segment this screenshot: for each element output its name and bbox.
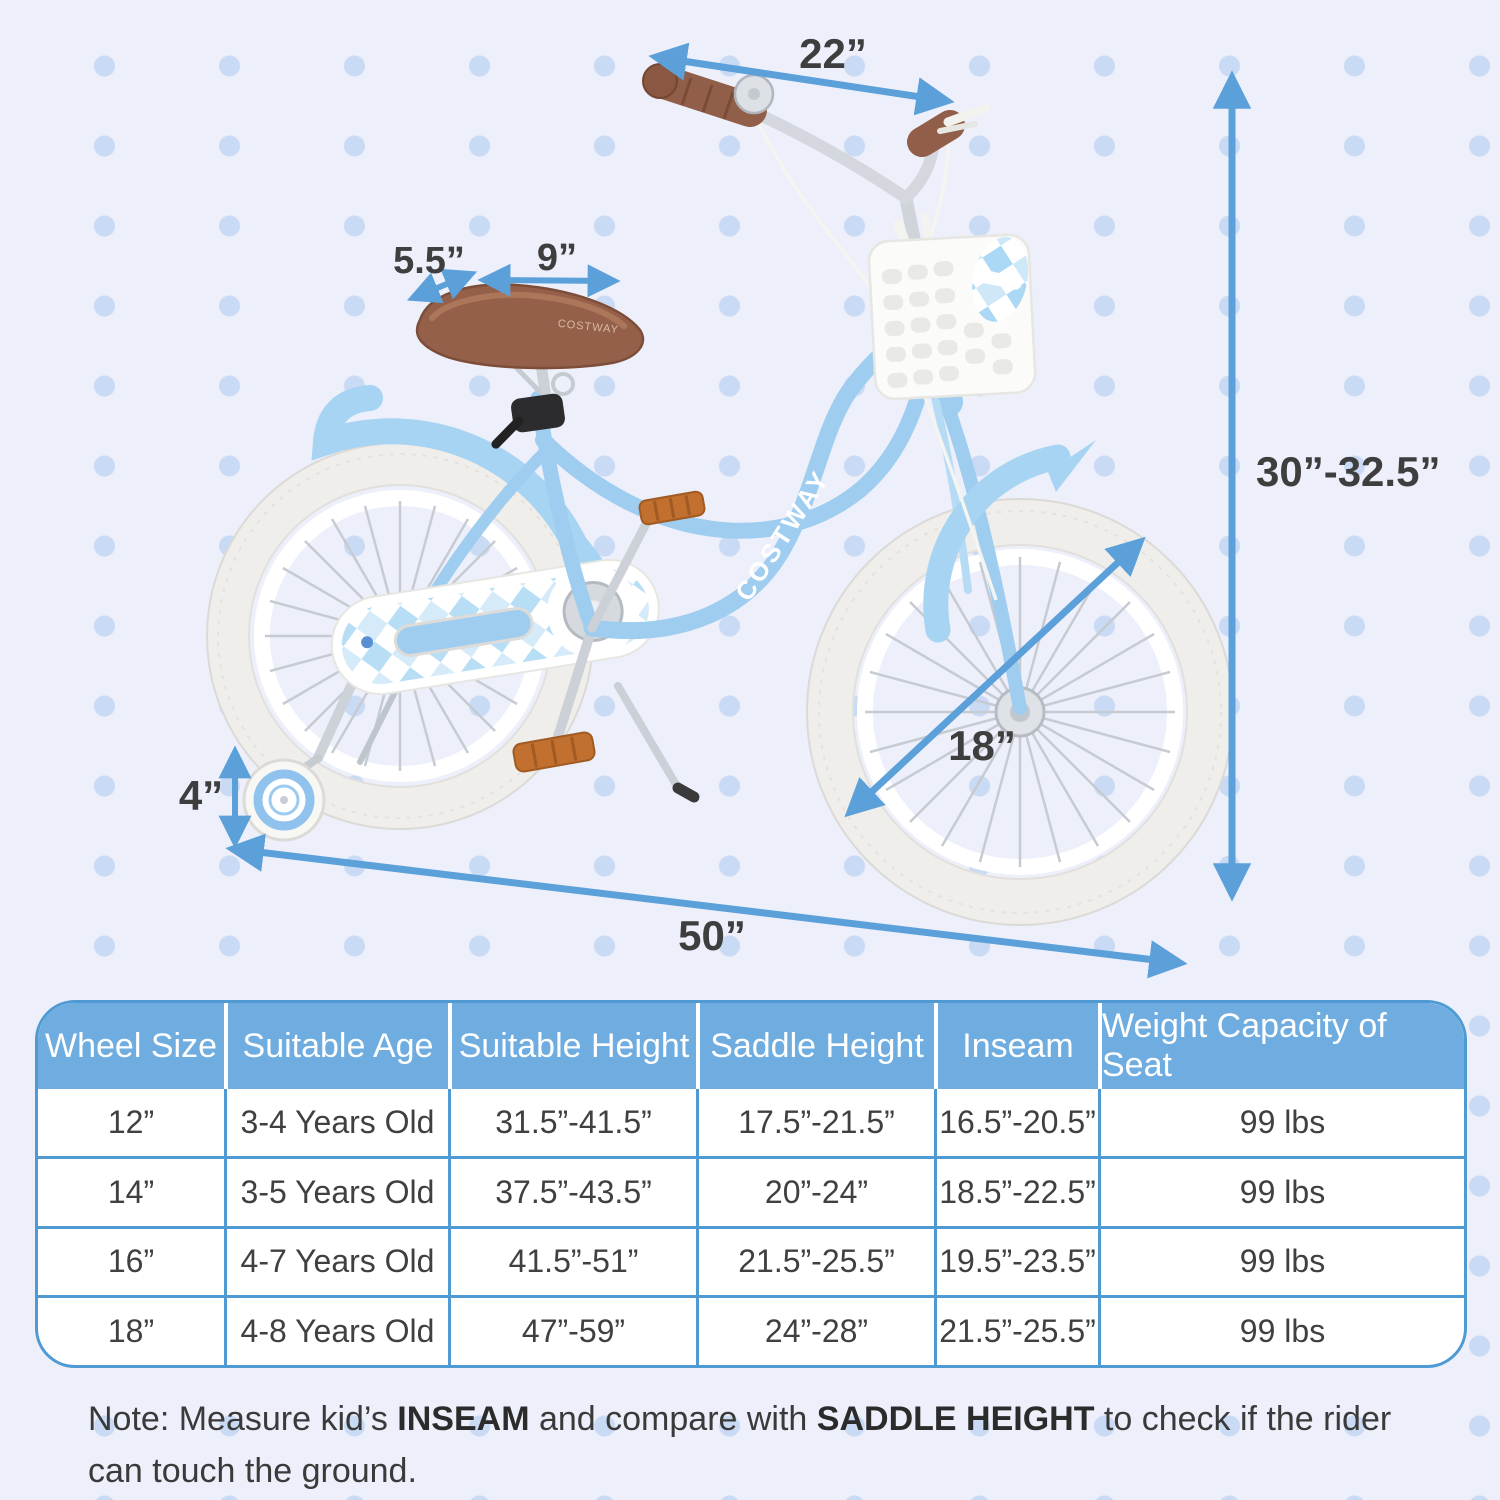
table-row: [38, 1156, 1464, 1226]
training-wheel-height-label: 4”: [178, 772, 224, 819]
wheel-diameter-label: 18”: [948, 722, 1016, 769]
saddle-length-label: 9”: [536, 237, 578, 279]
note-text: [88, 1394, 1438, 1497]
saddle-assembly: [417, 285, 643, 445]
training-wheel: [244, 760, 324, 840]
cell-saddle-height: 24”-28”: [696, 1298, 934, 1365]
cell-suitable-height: 31.5”-41.5”: [448, 1089, 696, 1156]
bell: [735, 75, 773, 113]
overall-length-label: 50”: [678, 912, 746, 959]
cell-wheel-size: 14”: [107, 1173, 155, 1210]
note-suffix: to check if the rider can touch the ground.: [88, 1400, 1392, 1490]
col-header-suitable-height: Suitable Height: [448, 1003, 696, 1089]
handlebar-width-label: 22”: [799, 30, 867, 77]
cell-suitable-age: 3-4 Years Old: [224, 1089, 448, 1156]
cell-suitable-height: 41.5”-51”: [448, 1229, 696, 1296]
col-header-suitable-age: Suitable Age: [224, 1003, 448, 1089]
table-row: [38, 1295, 1464, 1365]
seat-clamp: [490, 393, 567, 445]
size-table-header: [38, 1003, 1464, 1089]
cell-suitable-age: 3-5 Years Old: [224, 1159, 448, 1226]
cell-weight-capacity: 99 lbs: [1098, 1159, 1464, 1226]
cell-weight-capacity: 99 lbs: [1098, 1089, 1464, 1156]
table-row: [38, 1226, 1464, 1296]
saddle-length-arrow: [484, 280, 614, 281]
saddle-decal: COSTWAY: [557, 317, 620, 337]
cell-wheel-size: 16”: [107, 1243, 155, 1280]
note-inseam: INSEAM: [397, 1400, 530, 1438]
cell-wheel-size: 12”: [107, 1103, 155, 1140]
cell-suitable-age: 4-7 Years Old: [224, 1229, 448, 1296]
note-prefix: Note: Measure kid’s: [88, 1400, 398, 1438]
cell-suitable-height: 47”-59”: [448, 1298, 696, 1365]
size-table: [35, 1000, 1467, 1368]
note-saddle-height: SADDLE HEIGHT: [816, 1400, 1095, 1438]
cell-wheel-size: 18”: [107, 1313, 155, 1350]
table-row: [38, 1089, 1464, 1156]
kickstand: [618, 686, 694, 797]
overall-height-label: 30”-32.5”: [1256, 448, 1441, 495]
cell-inseam: 16.5”-20.5”: [934, 1089, 1098, 1156]
cell-weight-capacity: 99 lbs: [1098, 1229, 1464, 1296]
basket: [867, 207, 1044, 399]
cell-saddle-height: 21.5”-25.5”: [696, 1229, 934, 1296]
col-header-saddle-height: Saddle Height: [696, 1003, 934, 1089]
downtube-decal: COSTWAY: [729, 464, 836, 607]
saddle-width-label: 5.5”: [393, 240, 465, 282]
note-mid: and compare with: [529, 1400, 817, 1438]
cell-inseam: 21.5”-25.5”: [934, 1298, 1098, 1365]
cell-saddle-height: 17.5”-21.5”: [696, 1089, 934, 1156]
col-header-wheel-size: Wheel Size: [45, 1026, 217, 1065]
cell-inseam: 19.5”-23.5”: [934, 1229, 1098, 1296]
cell-suitable-age: 4-8 Years Old: [224, 1298, 448, 1365]
cell-suitable-height: 37.5”-43.5”: [448, 1159, 696, 1226]
col-header-inseam: Inseam: [934, 1003, 1098, 1089]
cell-saddle-height: 20”-24”: [696, 1159, 934, 1226]
col-header-weight-capacity: Weight Capacity of Seat: [1098, 1003, 1464, 1089]
cell-weight-capacity: 99 lbs: [1098, 1298, 1464, 1365]
cell-inseam: 18.5”-22.5”: [934, 1159, 1098, 1226]
